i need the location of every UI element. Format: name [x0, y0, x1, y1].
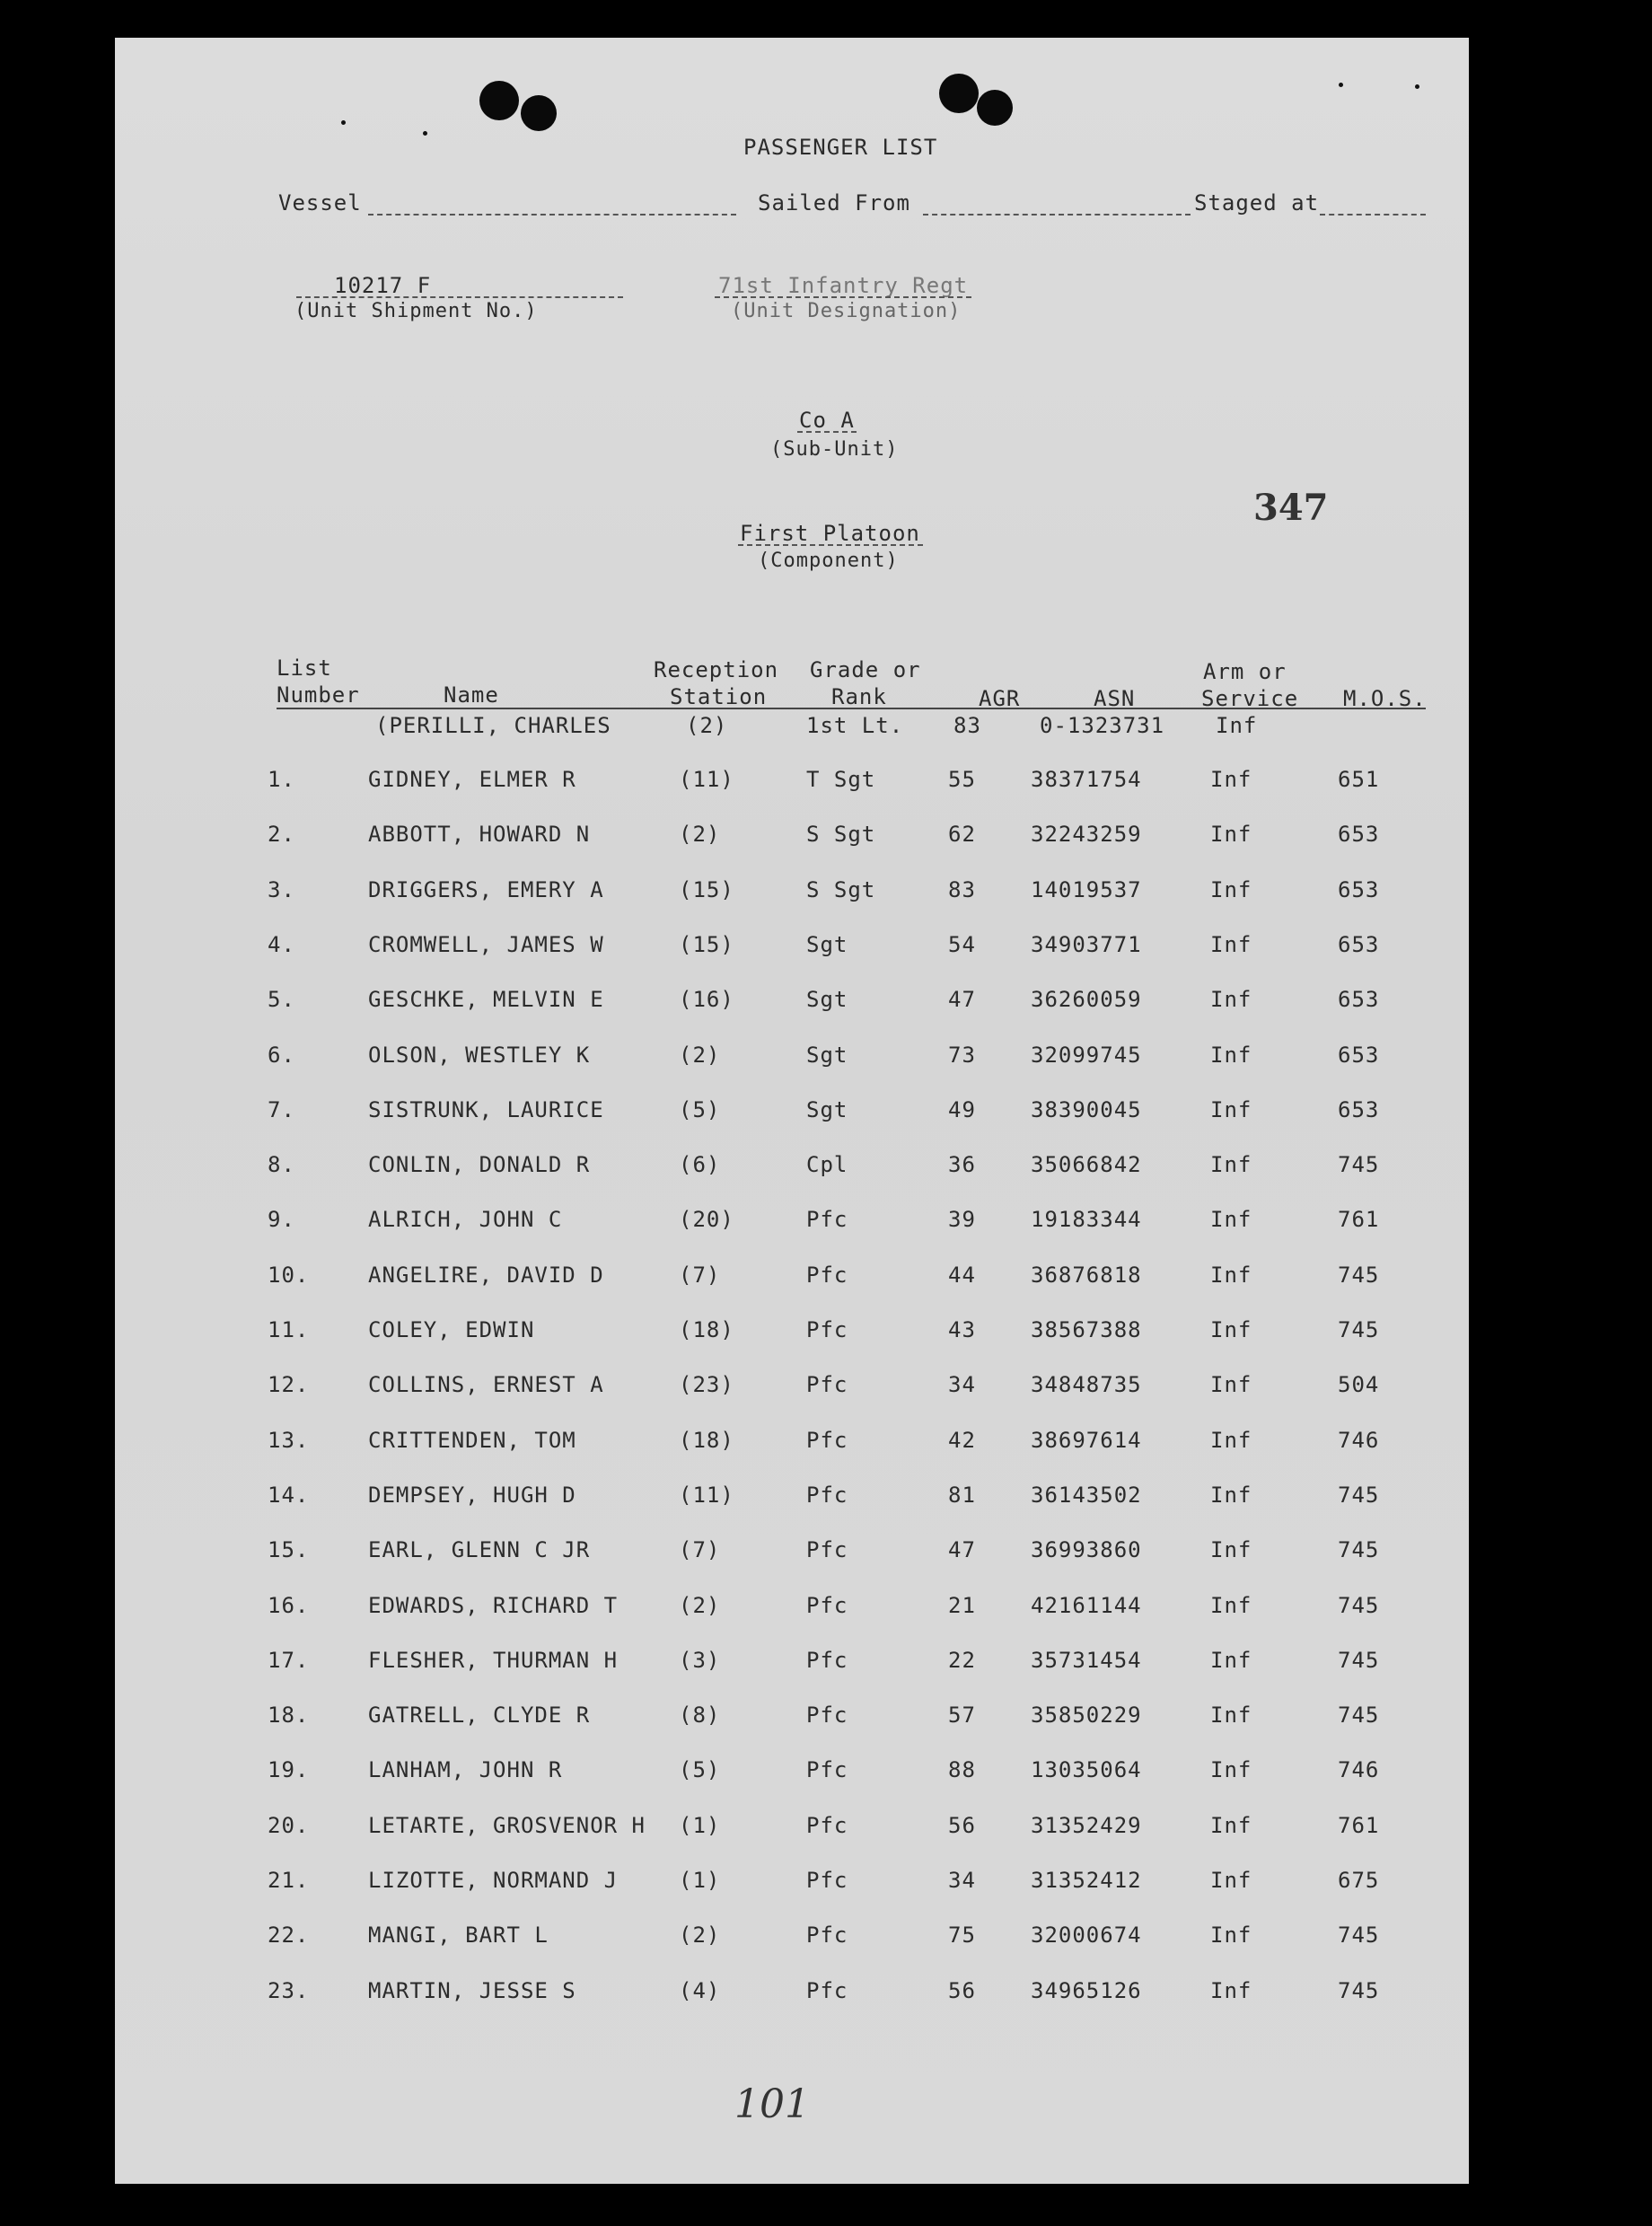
header-grade-2: Rank — [831, 684, 887, 709]
header-asn: ASN — [1094, 686, 1136, 711]
agr: 34 — [948, 1868, 976, 1893]
agr: 73 — [948, 1042, 976, 1068]
header-grade-1: Grade or — [810, 657, 921, 682]
grade: S Sgt — [806, 876, 876, 902]
table-row — [115, 1483, 1469, 1518]
reception-station: (6) — [679, 1152, 721, 1178]
mos: 761 — [1338, 1812, 1380, 1838]
arm-or-service: Inf — [1210, 1096, 1252, 1122]
passenger-name: ALRICH, JOHN C — [368, 1207, 563, 1233]
agr: 88 — [948, 1757, 976, 1783]
agr: 57 — [948, 1702, 976, 1729]
header-list-number-1: List — [277, 655, 332, 681]
table-row — [115, 1263, 1469, 1298]
agr: 75 — [948, 1922, 976, 1949]
table-row — [115, 1428, 1469, 1464]
passenger-name: GIDNEY, ELMER R — [368, 767, 576, 792]
agr: 47 — [948, 1537, 976, 1563]
agr: 47 — [948, 987, 976, 1013]
speck — [1339, 83, 1343, 87]
passenger-name: CROMWELL, JAMES W — [368, 931, 604, 957]
table-row — [115, 1372, 1469, 1408]
grade: Sgt — [806, 1042, 848, 1068]
reception-station: (1) — [679, 1868, 721, 1893]
asn: 13035064 — [1031, 1757, 1142, 1783]
table-row — [115, 767, 1469, 803]
mos: 653 — [1338, 931, 1380, 957]
arm-or-service: Inf — [1210, 1977, 1252, 2003]
table-row — [115, 1978, 1469, 2014]
arm-or-service: Inf — [1210, 1427, 1252, 1453]
passenger-name: MANGI, BART L — [368, 1922, 549, 1949]
grade: Pfc — [806, 1812, 848, 1838]
list-number: 3. — [268, 876, 295, 902]
grade: Sgt — [806, 931, 848, 957]
vessel-field[interactable] — [368, 214, 736, 216]
mos: 745 — [1338, 1317, 1380, 1342]
vessel-label: Vessel — [278, 190, 362, 216]
mos: 653 — [1338, 1042, 1380, 1068]
passenger-name: GATRELL, CLYDE R — [368, 1702, 591, 1729]
asn: 19183344 — [1031, 1207, 1142, 1233]
passenger-name: EDWARDS, RICHARD T — [368, 1592, 619, 1618]
agr: 39 — [948, 1207, 976, 1233]
reception-station: (8) — [679, 1702, 721, 1729]
mos: 653 — [1338, 822, 1380, 848]
passenger-name: COLLINS, ERNEST A — [368, 1372, 604, 1398]
reception-station: (3) — [679, 1647, 721, 1673]
table-row — [115, 932, 1469, 968]
mos: 745 — [1338, 1922, 1380, 1949]
table-row — [115, 1702, 1469, 1738]
list-number: 21. — [268, 1868, 310, 1893]
unit-shipment-caption: (Unit Shipment No.) — [294, 300, 538, 322]
list-number: 10. — [268, 1262, 310, 1288]
arm-or-service: Inf — [1210, 1372, 1252, 1398]
list-number: 2. — [268, 822, 295, 848]
arm-or-service: Inf — [1210, 1592, 1252, 1618]
reception-station: (18) — [679, 1317, 734, 1342]
asn: 42161144 — [1031, 1592, 1142, 1618]
agr: 42 — [948, 1427, 976, 1453]
component: First Platoon — [740, 521, 920, 546]
asn: 35066842 — [1031, 1152, 1142, 1178]
mos: 745 — [1338, 1537, 1380, 1563]
page-number-stamp: 347 — [1253, 487, 1329, 529]
punch-hole — [479, 81, 519, 120]
unit-shipment-field — [296, 296, 623, 298]
arm-or-service: Inf — [1210, 1537, 1252, 1563]
arm-or-service: Inf — [1210, 1262, 1252, 1288]
arm-or-service: Inf — [1210, 1152, 1252, 1178]
table-row — [115, 1922, 1469, 1958]
reception-station: (23) — [679, 1372, 734, 1398]
grade: Pfc — [806, 1977, 848, 2003]
component-caption: (Component) — [758, 550, 899, 572]
list-number: 5. — [268, 987, 295, 1013]
arm-or-service: Inf — [1210, 1647, 1252, 1673]
reception-station: (15) — [679, 876, 734, 902]
punch-hole — [521, 95, 557, 131]
reception-station: (4) — [679, 1977, 721, 2003]
arm-or-service: Inf — [1210, 1868, 1252, 1893]
passenger-name: LIZOTTE, NORMAND J — [368, 1868, 619, 1893]
asn: 38390045 — [1031, 1096, 1142, 1122]
grade: Pfc — [806, 1757, 848, 1783]
asn: 34903771 — [1031, 931, 1142, 957]
sub-unit-caption: (Sub-Unit) — [770, 438, 899, 461]
header-arm-1: Arm or — [1203, 659, 1287, 684]
agr: 21 — [948, 1592, 976, 1618]
asn: 32099745 — [1031, 1042, 1142, 1068]
passenger-name: MARTIN, JESSE S — [368, 1977, 576, 2003]
passenger-name: LANHAM, JOHN R — [368, 1757, 563, 1783]
arm-or-service: Inf — [1210, 931, 1252, 957]
header-reception-2: Station — [670, 684, 768, 709]
mos: 745 — [1338, 1592, 1380, 1618]
reception-station: (2) — [679, 822, 721, 848]
sailed-from-label: Sailed From — [758, 190, 910, 216]
grade: Sgt — [806, 1096, 848, 1122]
header-reception-1: Reception — [654, 657, 779, 682]
reception-station: (1) — [679, 1812, 721, 1838]
grade: Pfc — [806, 1317, 848, 1342]
asn: 38567388 — [1031, 1317, 1142, 1342]
sub-unit: Co A — [799, 408, 855, 433]
officer-arm: Inf — [1216, 713, 1258, 738]
asn: 32000674 — [1031, 1922, 1142, 1949]
passenger-name: FLESHER, THURMAN H — [368, 1647, 619, 1673]
asn: 35731454 — [1031, 1647, 1142, 1673]
mos: 745 — [1338, 1647, 1380, 1673]
officer-name: (PERILLI, CHARLES — [375, 713, 611, 738]
mos: 761 — [1338, 1207, 1380, 1233]
unit-designation: 71st Infantry Regt — [718, 273, 969, 298]
grade: T Sgt — [806, 767, 876, 792]
passenger-name: EARL, GLENN C JR — [368, 1537, 591, 1563]
agr: 22 — [948, 1647, 976, 1673]
header-rule — [277, 708, 1426, 709]
asn: 36993860 — [1031, 1537, 1142, 1563]
reception-station: (20) — [679, 1207, 734, 1233]
grade: Pfc — [806, 1372, 848, 1398]
table-row — [115, 1537, 1469, 1573]
reception-station: (2) — [679, 1042, 721, 1068]
asn: 31352429 — [1031, 1812, 1142, 1838]
agr: 36 — [948, 1152, 976, 1178]
grade: Pfc — [806, 1868, 848, 1893]
list-number: 4. — [268, 931, 295, 957]
list-number: 12. — [268, 1372, 310, 1398]
passenger-name: ANGELIRE, DAVID D — [368, 1262, 604, 1288]
passenger-name: OLSON, WESTLEY K — [368, 1042, 591, 1068]
mos: 746 — [1338, 1757, 1380, 1783]
table-row — [115, 1152, 1469, 1188]
agr: 43 — [948, 1317, 976, 1342]
mos: 745 — [1338, 1482, 1380, 1508]
speck — [341, 120, 346, 125]
agr: 55 — [948, 767, 976, 792]
list-number: 6. — [268, 1042, 295, 1068]
grade: Pfc — [806, 1482, 848, 1508]
mos: 745 — [1338, 1977, 1380, 2003]
table-row — [115, 1097, 1469, 1133]
grade: S Sgt — [806, 822, 876, 848]
sailed-from-field[interactable] — [923, 214, 1191, 216]
mos: 746 — [1338, 1427, 1380, 1453]
arm-or-service: Inf — [1210, 1702, 1252, 1729]
mos: 653 — [1338, 1096, 1380, 1122]
passenger-name: CONLIN, DONALD R — [368, 1152, 591, 1178]
table-row — [115, 1593, 1469, 1629]
list-number: 15. — [268, 1537, 310, 1563]
handwritten-page-number: 101 — [734, 2081, 810, 2127]
mos: 745 — [1338, 1702, 1380, 1729]
agr: 56 — [948, 1977, 976, 2003]
list-number: 20. — [268, 1812, 310, 1838]
asn: 36876818 — [1031, 1262, 1142, 1288]
passenger-name: ABBOTT, HOWARD N — [368, 822, 591, 848]
document-page — [115, 38, 1469, 2184]
asn: 38371754 — [1031, 767, 1142, 792]
agr: 83 — [948, 876, 976, 902]
reception-station: (11) — [679, 1482, 734, 1508]
unit-shipment-no: 10217 F — [334, 273, 432, 298]
list-number: 19. — [268, 1757, 310, 1783]
header-arm-2: Service — [1201, 686, 1299, 711]
speck — [1415, 84, 1419, 89]
list-number: 16. — [268, 1592, 310, 1618]
passenger-name: GESCHKE, MELVIN E — [368, 987, 604, 1013]
asn: 14019537 — [1031, 876, 1142, 902]
header-agr: AGR — [979, 686, 1021, 711]
reception-station: (7) — [679, 1262, 721, 1288]
table-row — [115, 1648, 1469, 1684]
reception-station: (5) — [679, 1096, 721, 1122]
agr: 44 — [948, 1262, 976, 1288]
table-row — [115, 1868, 1469, 1904]
arm-or-service: Inf — [1210, 1482, 1252, 1508]
grade: Pfc — [806, 1647, 848, 1673]
component-field — [738, 544, 923, 546]
passenger-name: DRIGGERS, EMERY A — [368, 876, 604, 902]
officer-reception: (2) — [686, 713, 728, 738]
asn: 35850229 — [1031, 1702, 1142, 1729]
table-row — [115, 822, 1469, 858]
header-name: Name — [444, 682, 499, 708]
asn: 34848735 — [1031, 1372, 1142, 1398]
grade: Pfc — [806, 1922, 848, 1949]
punch-hole — [939, 74, 979, 113]
grade: Pfc — [806, 1537, 848, 1563]
arm-or-service: Inf — [1210, 987, 1252, 1013]
list-number: 14. — [268, 1482, 310, 1508]
passenger-name: CRITTENDEN, TOM — [368, 1427, 576, 1453]
grade: Sgt — [806, 987, 848, 1013]
arm-or-service: Inf — [1210, 767, 1252, 792]
officer-grade: 1st Lt. — [806, 713, 904, 738]
arm-or-service: Inf — [1210, 1812, 1252, 1838]
mos: 651 — [1338, 767, 1380, 792]
list-number: 1. — [268, 767, 295, 792]
reception-station: (15) — [679, 931, 734, 957]
list-number: 22. — [268, 1922, 310, 1949]
arm-or-service: Inf — [1210, 876, 1252, 902]
passenger-name: LETARTE, GROSVENOR H — [368, 1812, 646, 1838]
arm-or-service: Inf — [1210, 1922, 1252, 1949]
list-number: 13. — [268, 1427, 310, 1453]
agr: 62 — [948, 822, 976, 848]
reception-station: (18) — [679, 1427, 734, 1453]
table-row — [115, 1813, 1469, 1849]
speck — [423, 131, 427, 136]
table-row — [115, 987, 1469, 1023]
arm-or-service: Inf — [1210, 1757, 1252, 1783]
asn: 34965126 — [1031, 1977, 1142, 2003]
table-row — [115, 1043, 1469, 1078]
reception-station: (7) — [679, 1537, 721, 1563]
unit-designation-caption: (Unit Designation) — [731, 300, 962, 322]
staged-at-field[interactable] — [1320, 214, 1426, 216]
list-number: 18. — [268, 1702, 310, 1729]
list-number: 23. — [268, 1977, 310, 2003]
reception-station: (2) — [679, 1922, 721, 1949]
list-number: 11. — [268, 1317, 310, 1342]
arm-or-service: Inf — [1210, 1207, 1252, 1233]
mos: 745 — [1338, 1262, 1380, 1288]
table-row — [115, 1757, 1469, 1793]
grade: Cpl — [806, 1152, 848, 1178]
mos: 504 — [1338, 1372, 1380, 1398]
grade: Pfc — [806, 1427, 848, 1453]
table-row — [115, 877, 1469, 913]
list-number: 17. — [268, 1647, 310, 1673]
officer-agr: 83 — [953, 713, 981, 738]
form-title: PASSENGER LIST — [743, 135, 938, 160]
header-mos: M.O.S. — [1343, 686, 1427, 711]
mos: 745 — [1338, 1152, 1380, 1178]
officer-asn: 0-1323731 — [1040, 713, 1165, 738]
punch-hole — [977, 90, 1013, 126]
grade: Pfc — [806, 1702, 848, 1729]
staged-at-label: Staged at — [1194, 190, 1320, 216]
unit-designation-field — [715, 296, 971, 298]
list-number: 7. — [268, 1096, 295, 1122]
agr: 34 — [948, 1372, 976, 1398]
agr: 81 — [948, 1482, 976, 1508]
list-number: 8. — [268, 1152, 295, 1178]
table-row — [115, 1207, 1469, 1243]
agr: 54 — [948, 931, 976, 957]
mos: 653 — [1338, 876, 1380, 902]
header-list-number-2: Number — [277, 682, 360, 708]
reception-station: (5) — [679, 1757, 721, 1783]
passenger-name: COLEY, EDWIN — [368, 1317, 535, 1342]
arm-or-service: Inf — [1210, 822, 1252, 848]
asn: 38697614 — [1031, 1427, 1142, 1453]
asn: 36143502 — [1031, 1482, 1142, 1508]
arm-or-service: Inf — [1210, 1042, 1252, 1068]
list-number: 9. — [268, 1207, 295, 1233]
mos: 675 — [1338, 1868, 1380, 1893]
mos: 653 — [1338, 987, 1380, 1013]
table-row — [115, 1317, 1469, 1353]
passenger-name: SISTRUNK, LAURICE — [368, 1096, 604, 1122]
asn: 31352412 — [1031, 1868, 1142, 1893]
reception-station: (16) — [679, 987, 734, 1013]
reception-station: (2) — [679, 1592, 721, 1618]
reception-station: (11) — [679, 767, 734, 792]
arm-or-service: Inf — [1210, 1317, 1252, 1342]
asn: 36260059 — [1031, 987, 1142, 1013]
passenger-name: DEMPSEY, HUGH D — [368, 1482, 576, 1508]
officer-row — [115, 713, 1469, 749]
agr: 56 — [948, 1812, 976, 1838]
grade: Pfc — [806, 1207, 848, 1233]
grade: Pfc — [806, 1262, 848, 1288]
agr: 49 — [948, 1096, 976, 1122]
sub-unit-field — [797, 431, 857, 433]
grade: Pfc — [806, 1592, 848, 1618]
asn: 32243259 — [1031, 822, 1142, 848]
